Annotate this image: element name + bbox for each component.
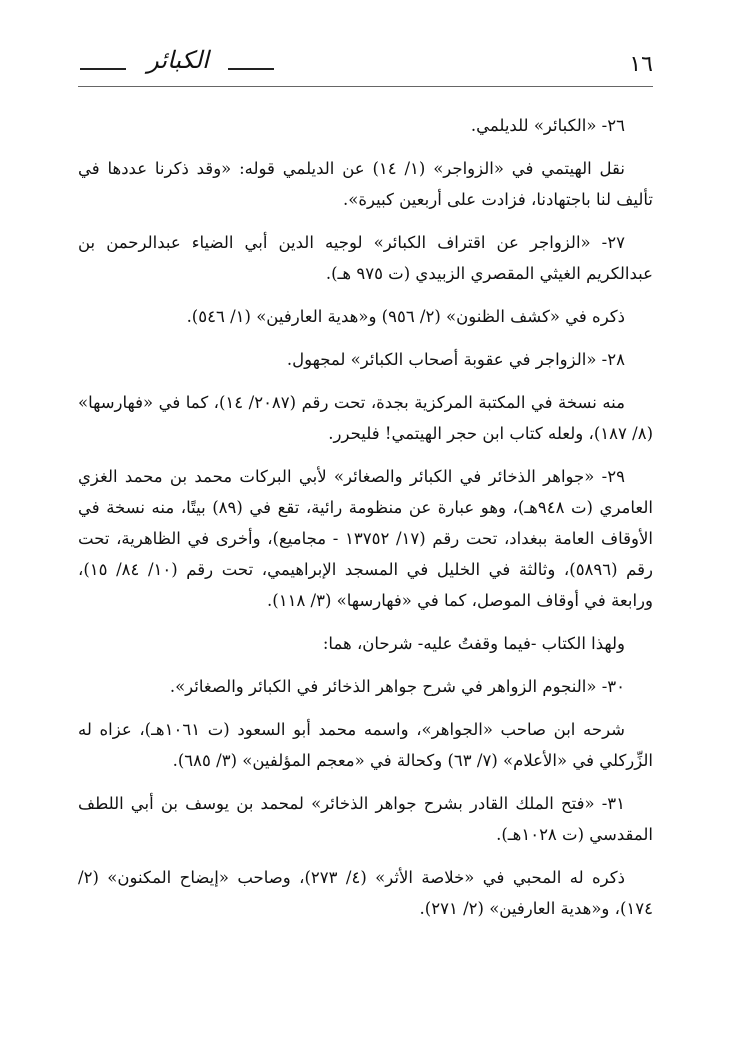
running-title-ornament <box>78 44 278 84</box>
entry-note-26: نقل الهيتمي في «الزواجر» (١/ ١٤) عن الديلمي قوله: «وقد ذكرنا عددها في تأليف لنا باجتهادنا، فزادت على أربعين كبيرة». <box>78 159 653 209</box>
running-title: الكبائر <box>147 46 209 74</box>
entry-heading-29: ٢٩- «جواهر الذخائر في الكبائر والصغائر» لأبي البركات محمد بن محمد الغزي العامري (ت ٩٤٨هـ)، وهو عبارة عن منظومة رائية، تقع في (٨٩) بيتًا، منه نسخة في الأوقاف العامة ببغداد، تحت رقم (١٧/ ١٣٧٥٢ - مجاميع)، وأخرى في الظاهرية، تحت رقم (٥٨٩٦)، وثالثة في الخليل في المسجد الإبراهيمي، تحت رقم (١٠/ ٨٤/ ١٥)، ورابعة في أوقاف الموصل، كما في «فهارسها» (٣/ ١١٨). <box>78 467 653 610</box>
page-header <box>78 44 653 88</box>
entry-note-28: منه نسخة في المكتبة المركزية بجدة، تحت رقم (٢٠٨٧/ ١٤)، كما في «فهارسها» (٨/ ١٨٧)، ولعله كتاب ابن حجر الهيتمي! فليحرر. <box>78 393 653 443</box>
entry-heading-31: ٣١- «فتح الملك القادر بشرح جواهر الذخائر» لمحمد بن يوسف بن أبي اللطف المقدسي (ت ١٠٢٨هـ). <box>78 794 653 844</box>
header-divider <box>78 86 653 87</box>
entry-note-29: ولهذا الكتاب -فيما وقفتُ عليه- شرحان، هما: <box>322 634 625 653</box>
entry-note-31: ذكره له المحبي في «خلاصة الأثر» (٤/ ٢٧٣)، وصاحب «إيضاح المكنون» (٢/ ١٧٤)، و«هدية العارفين» (٢/ ٢٧١). <box>78 868 653 918</box>
ornament-rule-right <box>228 68 274 70</box>
entry-note-30: شرحه ابن صاحب «الجواهر»، واسمه محمد أبو السعود (ت ١٠٦١هـ)، عزاه له الزِّركلي في «الأعلام» (٧/ ٦٣) وكحالة في «معجم المؤلفين» (٣/ ٦٨٥). <box>78 720 653 770</box>
page-number: ١٦ <box>629 52 653 77</box>
entry-note-27: ذكره في «كشف الظنون» (٢/ ٩٥٦) و«هدية العارفين» (١/ ٥٤٦). <box>186 307 625 326</box>
ornament-rule-left <box>80 68 126 70</box>
entry-heading-30: ٣٠- «النجوم الزواهر في شرح جواهر الذخائر في الكبائر والصغائر». <box>169 677 625 696</box>
entry-heading-27: ٢٧- «الزواجر عن اقتراف الكبائر» لوجيه الدين أبي الضياء عبدالرحمن بن عبدالكريم الغيثي المقصري الزبيدي (ت ٩٧٥ هـ). <box>78 233 653 283</box>
entry-heading-26: ٢٦- «الكبائر» للديلمي. <box>470 116 625 135</box>
page-body <box>78 110 653 936</box>
entry-heading-28: ٢٨- «الزواجر في عقوبة أصحاب الكبائر» لمجهول. <box>286 350 625 369</box>
